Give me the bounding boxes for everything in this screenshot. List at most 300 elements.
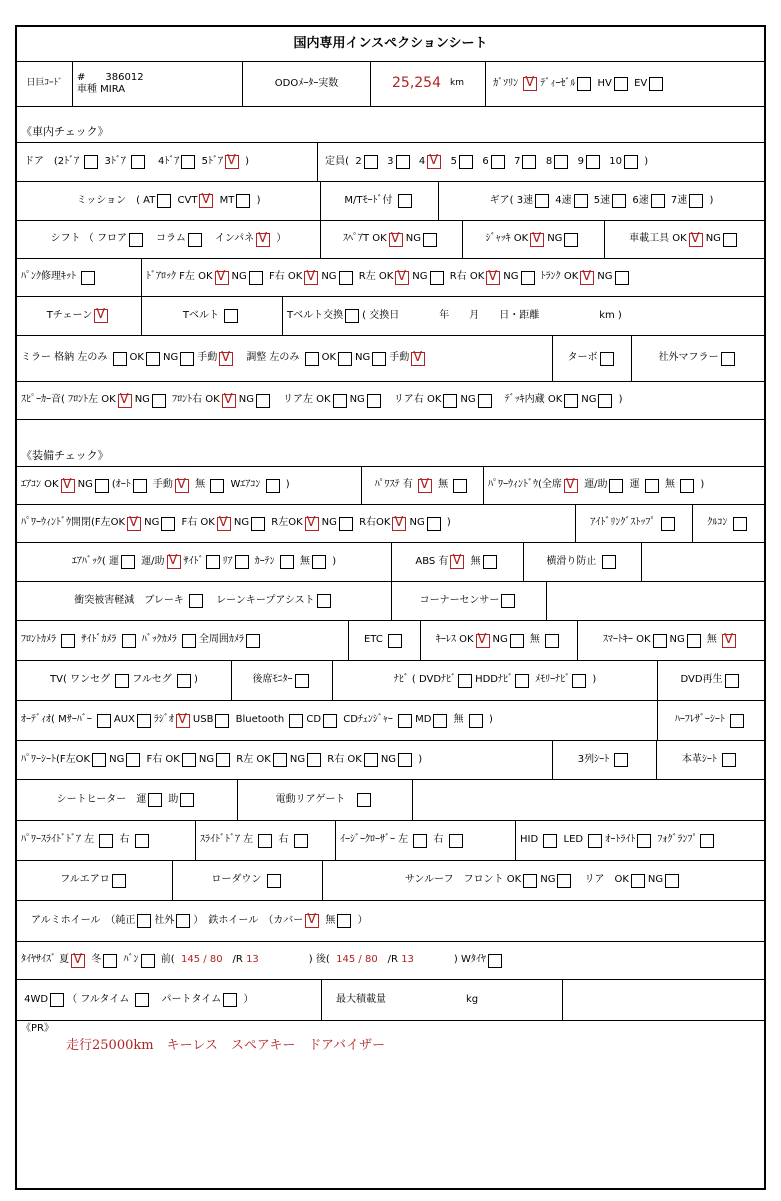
checkbox[interactable] [458, 674, 472, 688]
checkbox-checked[interactable] [127, 517, 141, 531]
checkbox[interactable] [339, 271, 353, 285]
checkbox-checked[interactable] [427, 155, 441, 169]
label-text: NG [321, 271, 337, 283]
checkbox[interactable] [624, 155, 638, 169]
checkbox-checked[interactable] [523, 77, 537, 91]
label-text: 全周囲ｶﾒﾗ [198, 634, 244, 646]
label-text: 無 [191, 479, 209, 491]
label-text: R左 OK [355, 271, 394, 283]
checkbox[interactable] [501, 594, 515, 608]
checkbox-checked[interactable] [256, 233, 270, 247]
shift-cell [17, 221, 320, 258]
checkbox[interactable] [721, 352, 735, 366]
label-text: ) [194, 674, 198, 686]
label-text: Wｴｱｺﾝ [227, 479, 264, 491]
checkbox[interactable] [680, 479, 694, 493]
checkbox[interactable] [523, 874, 537, 888]
checkbox[interactable] [126, 753, 140, 767]
checkbox[interactable] [121, 555, 135, 569]
checkbox-checked[interactable] [94, 309, 108, 323]
checkbox[interactable] [81, 271, 95, 285]
label-text: R左 OK [233, 753, 271, 765]
checkbox[interactable] [443, 394, 457, 408]
red-text: 145 / 80 [174, 954, 223, 966]
checkbox-checked[interactable] [219, 352, 233, 366]
red-text: 145 / 80 [329, 954, 378, 966]
label-text: ﾘｱ [222, 555, 233, 567]
label-text: MD [415, 714, 432, 726]
label-text: ｶﾞｿﾘﾝ [490, 77, 522, 89]
checkbox[interactable] [223, 993, 237, 1007]
checkbox[interactable] [725, 674, 739, 688]
checkbox[interactable] [317, 594, 331, 608]
label-text: ﾃﾞｯｷ内蔵 OK [494, 394, 563, 406]
checkbox-checked[interactable] [175, 479, 189, 493]
label-text: ) Wﾀｲﾔ [413, 954, 486, 966]
label-text: MT [216, 194, 235, 206]
label-text: ) [697, 479, 705, 491]
checkbox-checked[interactable] [450, 555, 464, 569]
checkbox[interactable] [323, 714, 337, 728]
checkbox[interactable] [280, 555, 294, 569]
label-text: リア左 OK [272, 394, 331, 406]
checkbox[interactable] [521, 271, 535, 285]
checkbox-checked[interactable] [530, 233, 544, 247]
checkbox-checked[interactable] [222, 394, 236, 408]
label-text: 無 [322, 914, 336, 926]
label-text: ｼﾞｬｯｷ OK [485, 233, 529, 245]
checkbox[interactable] [557, 874, 571, 888]
checkbox[interactable] [491, 155, 505, 169]
checkbox[interactable] [294, 834, 308, 848]
checkbox[interactable] [246, 634, 260, 648]
wheel-cell [17, 901, 764, 941]
checkbox[interactable] [176, 914, 190, 928]
label-text: NG [198, 753, 215, 765]
spare-tire-cell [320, 221, 462, 258]
checkbox[interactable] [609, 479, 623, 493]
checkbox[interactable] [258, 834, 272, 848]
checkbox[interactable] [614, 753, 628, 767]
label-text: 10 [602, 155, 623, 167]
label-text: 右 [116, 834, 133, 846]
checkbox[interactable] [483, 555, 497, 569]
checkbox[interactable] [161, 517, 175, 531]
label-text: アルミホイール （純正 [21, 914, 136, 926]
row-aircon [17, 467, 764, 505]
checkbox-checked[interactable] [722, 634, 736, 648]
checkbox-checked[interactable] [580, 271, 594, 285]
header-row [17, 62, 764, 107]
code-label-cell [17, 62, 72, 106]
checkbox[interactable] [112, 874, 126, 888]
power-seat-cell [17, 741, 552, 779]
label-text: 4速 [552, 194, 572, 206]
checkbox-checked[interactable] [418, 479, 432, 493]
checkbox-checked[interactable] [389, 233, 403, 247]
checkbox[interactable] [50, 993, 64, 1007]
label-text: 3ﾄﾞｱ [101, 155, 130, 167]
checkbox[interactable] [427, 517, 441, 531]
checkbox[interactable] [449, 834, 463, 848]
checkbox[interactable] [206, 555, 220, 569]
checkbox-checked[interactable] [689, 233, 703, 247]
checkbox[interactable] [700, 834, 714, 848]
label-text: Tチェーン [46, 309, 93, 321]
power-window-cell [483, 467, 764, 504]
seat-heater-cell [17, 780, 237, 820]
row-camera [17, 621, 764, 661]
checkbox[interactable] [572, 674, 586, 688]
label-text: NG [380, 753, 397, 765]
checkbox[interactable] [251, 517, 265, 531]
checkbox[interactable] [61, 634, 75, 648]
label-text: ) [253, 194, 261, 206]
checkbox[interactable] [665, 874, 679, 888]
label-text: R右 OK [324, 753, 362, 765]
title-row [17, 27, 764, 62]
row-speaker [17, 382, 764, 420]
label-text: ｷｰﾚｽ OK [435, 634, 474, 646]
checkbox[interactable] [453, 479, 467, 493]
label-text: コーナーセンサー [419, 594, 500, 606]
rear-monitor-cell [231, 661, 332, 700]
checkbox[interactable] [256, 394, 270, 408]
checkbox[interactable] [146, 352, 160, 366]
checkbox[interactable] [645, 479, 659, 493]
label-text: 右 [275, 834, 292, 846]
checkbox[interactable] [612, 194, 626, 208]
checkbox[interactable] [181, 155, 195, 169]
checkbox[interactable] [554, 155, 568, 169]
checkbox[interactable] [266, 479, 280, 493]
checkbox[interactable] [295, 674, 309, 688]
label-text: ) [615, 394, 623, 406]
half-leather-seat-cell [657, 701, 764, 740]
label-text: ETC [363, 634, 386, 646]
label-text: NG [109, 753, 125, 765]
checkbox[interactable] [333, 394, 347, 408]
checkbox[interactable] [289, 714, 303, 728]
aircon-cell [17, 467, 361, 504]
checkbox[interactable] [103, 954, 117, 968]
checkbox[interactable] [535, 194, 549, 208]
empty-cell [412, 780, 764, 820]
label-text: ﾊﾟﾝｸ修理ｷｯﾄ [21, 271, 80, 283]
slide-door-cell [195, 821, 335, 860]
label-text: USB [192, 714, 214, 726]
checkbox[interactable] [522, 155, 536, 169]
red-text: 13 [246, 954, 259, 966]
checkbox-checked[interactable] [199, 194, 213, 208]
checkbox-checked[interactable] [486, 271, 500, 285]
checkbox[interactable] [345, 309, 359, 323]
label-text: 運 [626, 479, 643, 491]
label-text: NG [349, 394, 365, 406]
checkbox[interactable] [95, 479, 109, 493]
label-text: 冬 [88, 954, 102, 966]
label-text: ) [589, 674, 597, 686]
label-text: 調整 左のみ [236, 352, 303, 364]
checkbox-checked[interactable] [167, 555, 181, 569]
checkbox-checked[interactable] [564, 479, 578, 493]
checkbox[interactable] [649, 77, 663, 91]
checkbox[interactable] [307, 753, 321, 767]
label-text: 日巨ｺｰﾄﾞ [26, 78, 63, 89]
checkbox[interactable] [543, 834, 557, 848]
checkbox[interactable] [661, 517, 675, 531]
label-text: 5速 [590, 194, 611, 206]
checkbox[interactable] [545, 634, 559, 648]
checkbox[interactable] [615, 271, 629, 285]
checkbox[interactable] [367, 394, 381, 408]
checkbox[interactable] [564, 233, 578, 247]
checkbox[interactable] [614, 77, 628, 91]
checkbox-checked[interactable] [217, 517, 231, 531]
red-text: 13 [401, 954, 414, 966]
checkbox[interactable] [600, 352, 614, 366]
section-label-interior [17, 107, 764, 142]
checkbox-checked[interactable] [118, 394, 132, 408]
checkbox[interactable] [216, 753, 230, 767]
label-text: TV( ワンセグ [50, 674, 114, 686]
label-text: 社外 [154, 914, 175, 926]
checkbox[interactable] [113, 352, 127, 366]
checkbox[interactable] [267, 874, 281, 888]
inspection-sheet [15, 25, 766, 1190]
label-text: NG [492, 634, 508, 646]
label-text: ﾌﾛﾝﾄｶﾒﾗ [21, 634, 60, 646]
label-text: 3列ｼｰﾄ [577, 753, 613, 765]
row-4wd [17, 980, 764, 1021]
checkbox[interactable] [413, 834, 427, 848]
label-text: /R [222, 954, 247, 966]
checkbox[interactable] [398, 714, 412, 728]
gear-cell [438, 182, 764, 220]
abs-cell [391, 543, 523, 581]
label-text: ギア( 3速 [489, 194, 534, 206]
checkbox[interactable] [722, 753, 736, 767]
checkbox[interactable] [586, 155, 600, 169]
label-text: 無 [450, 714, 467, 726]
label-text: 衝突被害軽減 ブレーキ [74, 594, 188, 606]
checkbox[interactable] [510, 634, 524, 648]
checkbox[interactable] [97, 714, 111, 728]
label-text: ﾊﾞﾝ [120, 954, 139, 966]
checkbox[interactable] [388, 634, 402, 648]
checkbox[interactable] [398, 194, 412, 208]
checkbox[interactable] [602, 555, 616, 569]
checkbox[interactable] [637, 834, 651, 848]
checkbox-checked[interactable] [305, 914, 319, 928]
checkbox[interactable] [177, 674, 191, 688]
label-text: ） [240, 993, 254, 1005]
label-text: 無 [467, 555, 481, 567]
checkbox[interactable] [337, 914, 351, 928]
checkbox[interactable] [249, 271, 263, 285]
checkbox[interactable] [137, 714, 151, 728]
row-door-lock [17, 259, 764, 297]
checkbox[interactable] [188, 233, 202, 247]
label-text: F右 OK [265, 271, 303, 283]
fourwd-cell [17, 980, 321, 1020]
checkbox[interactable] [364, 753, 378, 767]
checkbox[interactable] [338, 352, 352, 366]
checkbox-checked[interactable] [305, 517, 319, 531]
label-text: ミッション ( AT [76, 194, 156, 206]
checkbox[interactable] [180, 793, 194, 807]
label-text: ﾊﾟﾜｰｽﾗｲﾄﾞﾄﾞｱ 左 [21, 834, 98, 846]
audio-cell [17, 701, 657, 740]
row-tire [17, 942, 764, 980]
row-timing [17, 297, 764, 336]
label-text: NG [144, 517, 160, 529]
etc-cell [348, 621, 420, 660]
label-text: NG [540, 874, 556, 886]
checkbox[interactable] [135, 993, 149, 1007]
checkbox[interactable] [152, 394, 166, 408]
checkbox[interactable] [305, 352, 319, 366]
checkbox[interactable] [433, 714, 447, 728]
checkbox[interactable] [564, 394, 578, 408]
checkbox[interactable] [92, 753, 106, 767]
checkbox[interactable] [574, 194, 588, 208]
checkbox[interactable] [488, 954, 502, 968]
checkbox-checked[interactable] [411, 352, 425, 366]
checkbox[interactable] [396, 155, 410, 169]
label-text: 7速 [667, 194, 688, 206]
checkbox[interactable] [469, 714, 483, 728]
label-text: 無 [526, 634, 544, 646]
label-text: NG [355, 352, 371, 364]
empty-cell [546, 582, 764, 620]
checkbox[interactable] [588, 834, 602, 848]
label-text: 無 [435, 479, 452, 491]
checkbox-checked[interactable] [476, 634, 490, 648]
label-text: ﾗｼﾞｵ [153, 714, 174, 726]
checkbox[interactable] [129, 233, 143, 247]
label-text: ﾄﾗﾝｸ OK [537, 271, 579, 283]
checkbox[interactable] [141, 954, 155, 968]
row-wheel [17, 901, 764, 942]
checkbox[interactable] [236, 194, 250, 208]
label-text: リア OK [574, 874, 629, 886]
checkbox[interactable] [631, 874, 645, 888]
full-aero-cell [17, 861, 172, 900]
text-line [77, 84, 125, 97]
checkbox[interactable] [235, 555, 249, 569]
label-text: 無 [661, 479, 679, 491]
label-text: 無 [703, 634, 721, 646]
checkbox[interactable] [339, 517, 353, 531]
checkbox[interactable] [515, 674, 529, 688]
checkbox[interactable] [723, 233, 737, 247]
label-text: NG [581, 394, 597, 406]
idling-stop-cell [575, 505, 692, 542]
label-text: 車種 MIRA [77, 84, 126, 95]
checkbox[interactable] [115, 674, 129, 688]
checkbox[interactable] [135, 834, 149, 848]
checkbox-checked[interactable] [304, 271, 318, 285]
label-text: ﾀｲﾔｻｲｽﾞ 夏 [21, 954, 70, 966]
checkbox[interactable] [189, 594, 203, 608]
dvd-playback-cell [657, 661, 764, 700]
checkbox[interactable] [730, 714, 744, 728]
checkbox[interactable] [689, 194, 703, 208]
label-text: 3 [380, 155, 394, 167]
checkbox[interactable] [210, 479, 224, 493]
checkbox[interactable] [598, 394, 612, 408]
checkbox[interactable] [133, 479, 147, 493]
label-text: NG [647, 874, 664, 886]
checkbox[interactable] [137, 914, 151, 928]
label-text: (ｵｰﾄ [111, 479, 131, 491]
label-text: ﾊﾞｯｸｶﾒﾗ [138, 634, 180, 646]
checkbox[interactable] [372, 352, 386, 366]
label-text: NG [77, 479, 93, 491]
label-text: NG [233, 517, 250, 529]
label-text: EV [630, 77, 648, 89]
checkbox[interactable] [398, 753, 412, 767]
checkbox[interactable] [312, 555, 326, 569]
label-text: ｻｲﾄﾞ [183, 555, 204, 567]
checkbox[interactable] [182, 634, 196, 648]
checkbox-checked[interactable] [225, 155, 239, 169]
checkbox[interactable] [122, 634, 136, 648]
checkbox[interactable] [215, 714, 229, 728]
checkbox[interactable] [182, 753, 196, 767]
label-text: LED [560, 834, 587, 846]
checkbox[interactable] [84, 155, 98, 169]
doors-cell [17, 143, 317, 181]
checkbox[interactable] [273, 753, 287, 767]
checkbox[interactable] [459, 155, 473, 169]
checkbox-checked[interactable] [215, 271, 229, 285]
checkbox[interactable] [157, 194, 171, 208]
checkbox[interactable] [423, 233, 437, 247]
label-text: Tベルト交換 [287, 309, 344, 321]
label-text: レーンキープアシスト [206, 594, 315, 606]
label-text: ｱｲﾄﾞﾘﾝｸﾞｽﾄｯﾌﾟ [590, 517, 659, 529]
checkbox-checked[interactable] [392, 517, 406, 531]
checkbox-checked[interactable] [395, 271, 409, 285]
checkbox-checked[interactable] [61, 479, 75, 493]
checkbox[interactable] [687, 634, 701, 648]
checkbox[interactable] [180, 352, 194, 366]
checkbox[interactable] [430, 271, 444, 285]
transmission-cell [17, 182, 320, 220]
checkbox[interactable] [364, 155, 378, 169]
row-slide-door [17, 821, 764, 861]
checkbox[interactable] [653, 634, 667, 648]
checkbox[interactable] [651, 194, 665, 208]
checkbox[interactable] [357, 793, 371, 807]
checkbox[interactable] [131, 155, 145, 169]
label-text: NG [405, 233, 421, 245]
camera-cell [17, 621, 348, 660]
checkbox-checked[interactable] [176, 714, 190, 728]
checkbox[interactable] [148, 793, 162, 807]
label-text: 横滑り防止 [546, 555, 600, 567]
checkbox[interactable] [99, 834, 113, 848]
checkbox[interactable] [577, 77, 591, 91]
checkbox[interactable] [478, 394, 492, 408]
checkbox[interactable] [733, 517, 747, 531]
checkbox[interactable] [224, 309, 238, 323]
row-shift [17, 221, 764, 259]
label-text: ﾄﾞｱﾛｯｸ F左 OK [146, 271, 213, 283]
checkbox-checked[interactable] [71, 954, 85, 968]
